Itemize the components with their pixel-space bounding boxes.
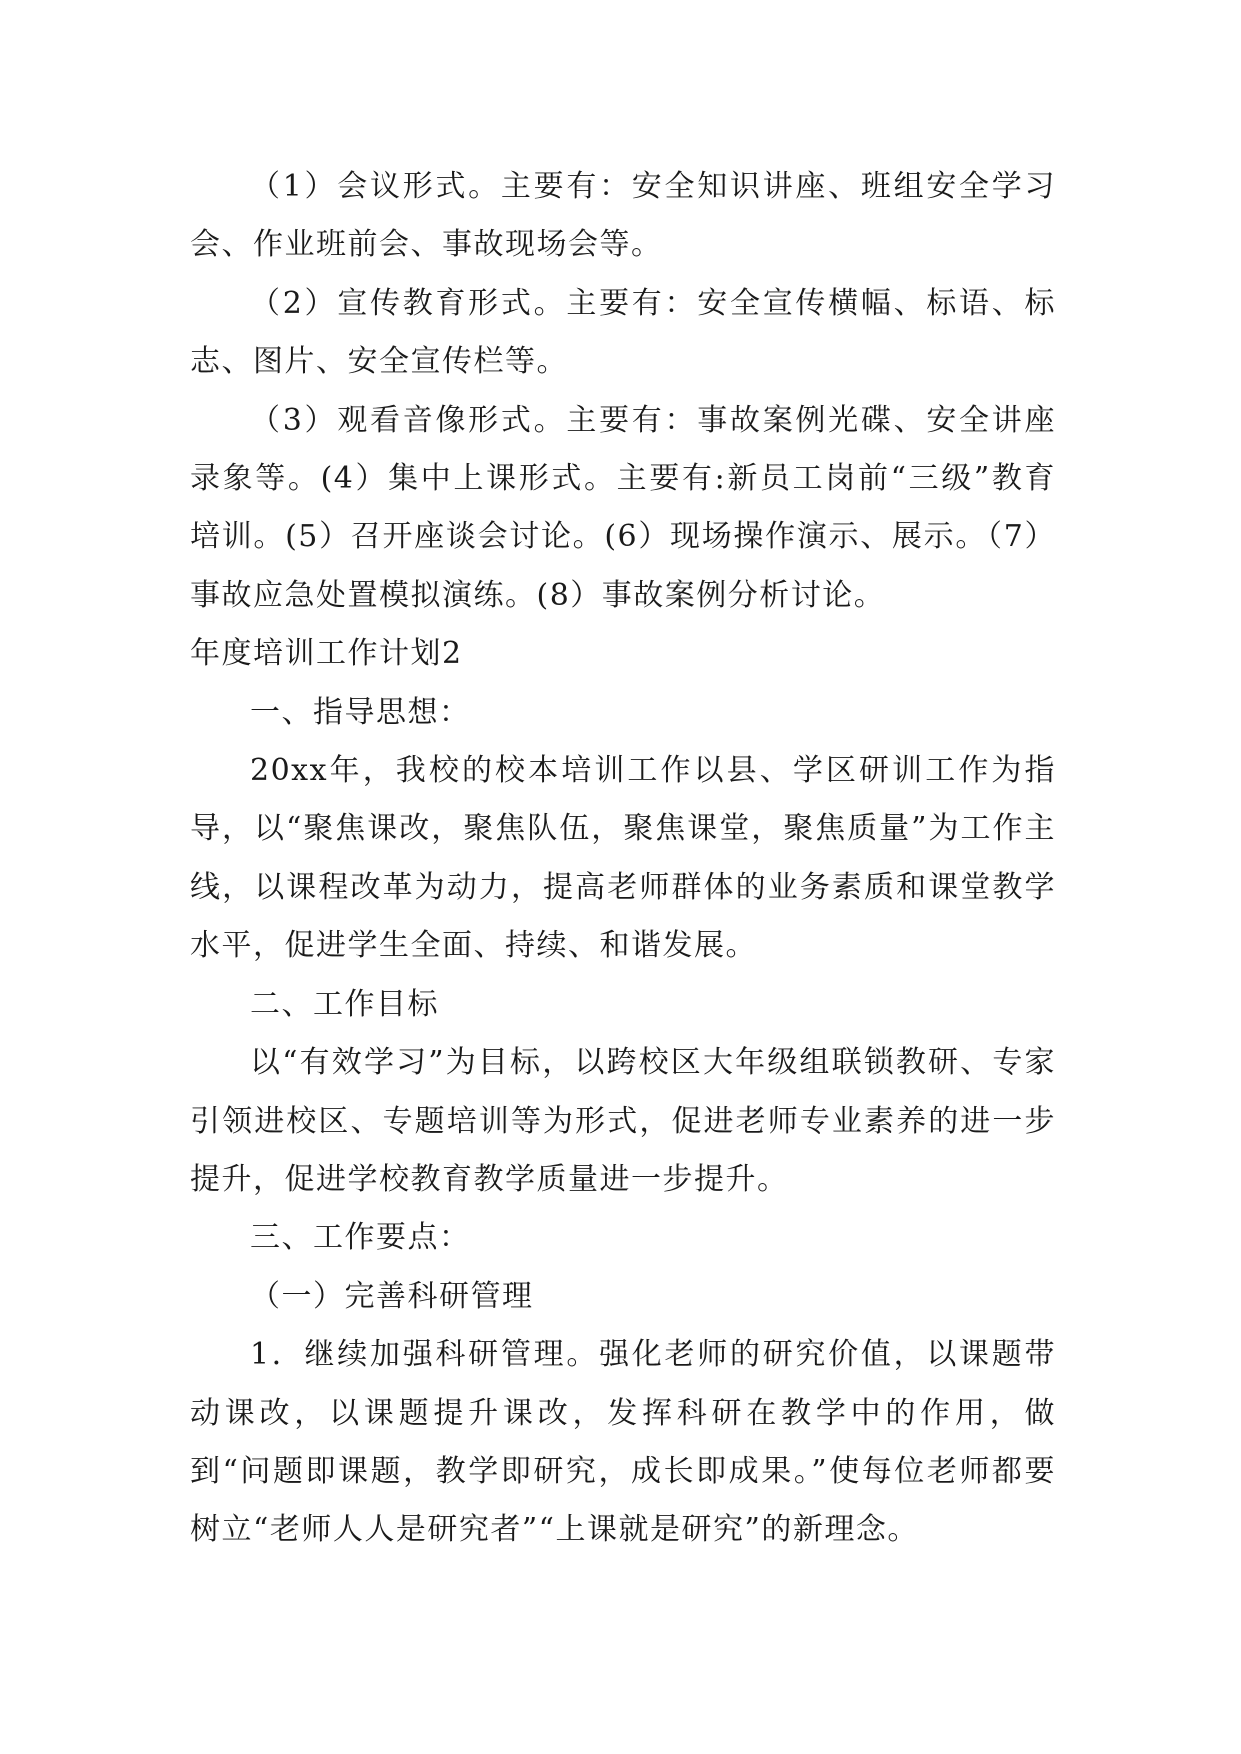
goal-heading: 二、工作目标: [250, 986, 439, 1022]
guiding-paragraph: 20xx年，我校的校本培训工作以县、学区研训工作为指导，以“聚焦课改，聚焦队伍，聚焦课堂，聚焦质量”为工作主线，以课程改革为动力，提高老师群体的业务素质和课堂教学水平，促进学生全面、持续、和谐发展。: [190, 753, 1056, 964]
points-heading: 三、工作要点：: [250, 1220, 471, 1256]
paragraph-meeting-form: （1）会议形式。主要有：安全知识讲座、班组安全学习会、作业班前会、事故现场会等。: [190, 169, 1056, 263]
paragraph-video-form: （3）观看音像形式。主要有：事故案例光碟、安全讲座录象等。(4）集中上课形式。主要有:新员工岗前“三级”教育培训。(5）召开座谈会讨论。(6）现场操作演示、展示。（7）事故应急处置模拟演练。(8）事故案例分析讨论。: [190, 402, 1056, 613]
guiding-heading: 一、指导思想：: [250, 694, 471, 730]
paragraph-publicity-form: （2）宣传教育形式。主要有：安全宣传横幅、标语、标志、图片、安全宣传栏等。: [190, 285, 1056, 380]
section-title: 年度培训工作计划2: [190, 636, 463, 672]
goal-paragraph: 以“有效学习”为目标，以跨校区大年级组联锁教研、专家引领进校区、专题培训等为形式，促进老师专业素养的进一步提升，促进学校教育教学质量进一步提升。: [190, 1045, 1056, 1197]
document-body: [190, 158, 1056, 1560]
sub-heading: （一）完善科研管理: [250, 1278, 534, 1314]
item1-paragraph: 1．继续加强科研管理。强化老师的研究价值，以课题带动课改，以课题提升课改，发挥科研在教学中的作用，做到“问题即课题，教学即研究，成长即成果。”使每位老师都要树立“老师人人是研究者”“上课就是研究”的新理念。: [190, 1337, 1056, 1548]
